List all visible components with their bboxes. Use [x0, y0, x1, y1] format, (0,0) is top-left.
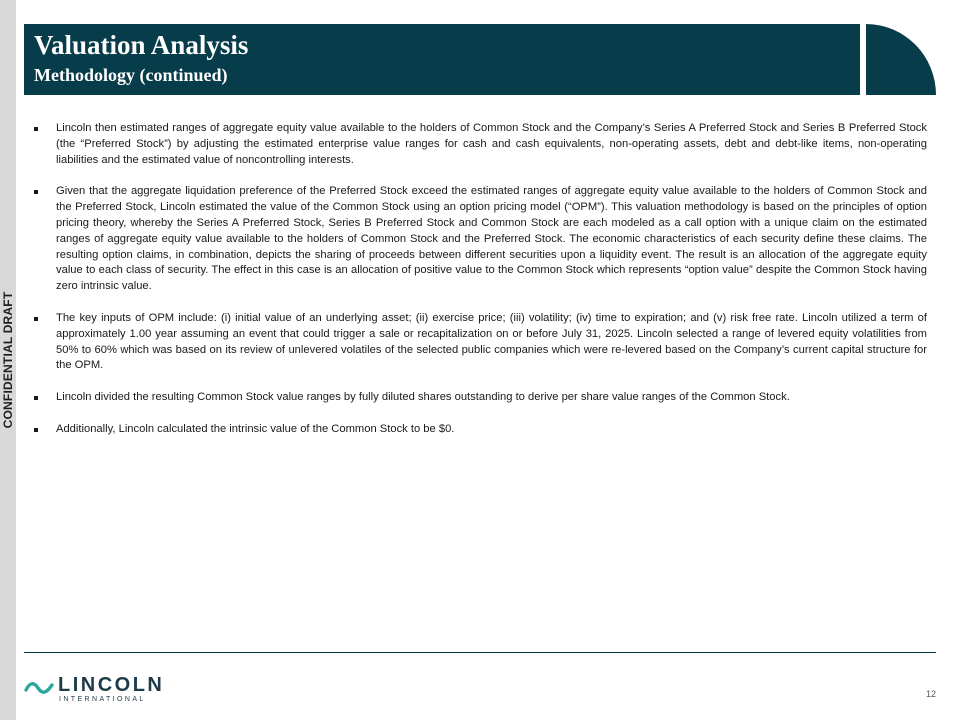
- bullet-item: [34, 184, 927, 295]
- lincoln-wave-icon: [24, 679, 54, 697]
- bullet-text: Additionally, Lincoln calculated the intrinsic value of the Common Stock to be $0.: [56, 422, 455, 435]
- bullet-text: The key inputs of OPM include: (i) initial value of an underlying asset; (ii) exercise price; (iii) volatility; (iv) time to expiration; and (v) risk free rate. Lincoln utilized a term of approximately 1.00 year assuming an event that could trigger a sale or recapitalization on or before July 31, 2025. Lincoln selected a range of levered equity volatilities from 50% to 60% which was based on its review of unlevered volatiles of the selected public companies which were re-levered based on the Company’s current capital structure for the OPM.: [56, 311, 927, 372]
- bullet-list: [34, 121, 927, 454]
- bullet-square-icon: [34, 190, 38, 194]
- page-title: Valuation Analysis: [34, 30, 249, 60]
- page-subtitle: Methodology (continued): [34, 65, 228, 85]
- bullet-text: Lincoln divided the resulting Common Stock value ranges by fully diluted shares outstanding to derive per share value ranges of the Common Stock.: [56, 391, 790, 404]
- footer-divider: [24, 652, 936, 653]
- bullet-square-icon: [34, 317, 38, 321]
- lincoln-logo: [24, 676, 174, 706]
- bullet-square-icon: [34, 428, 38, 432]
- bullet-item: [34, 390, 927, 406]
- bullet-text: Given that the aggregate liquidation preference of the Preferred Stock exceed the estimated ranges of aggregate equity value available to the holders of Common Stock and the Preferred Stock, Lincoln estimated the value of the Common Stock using an option pricing model (“OPM”). This valuation methodology is based on the principles of option pricing theory, whereby the Series A Preferred Stock, Series B Preferred Stock and Common Stock are each modeled as a call option with a unique claim on the estimated ranges of aggregate equity value available to the holders of Common Stock and the Preferred Stock. The economic characteristics of each security define these claims. The resulting option claims, in combination, depicts the sharing of proceeds between different securities upon a liquidity event. The result is an allocation of the aggregate equity value to each class of security. The effect in this case is an allocation of positive value to the Common Stock which represents “option value” despite the Common Stock having zero intrinsic value.: [56, 185, 927, 293]
- confidential-label: CONFIDENTIAL DRAFT: [1, 291, 15, 429]
- side-strip: [0, 0, 16, 720]
- logo-subtext: INTERNATIONAL: [59, 696, 146, 703]
- header-bar: [24, 24, 860, 95]
- bullet-square-icon: [34, 127, 38, 131]
- bullet-square-icon: [34, 396, 38, 400]
- page-number: 12: [925, 689, 936, 699]
- logo-wordmark: LINCOLN: [58, 674, 165, 696]
- bullet-item: [34, 311, 927, 374]
- bullet-item: [34, 121, 927, 168]
- bullet-text: Lincoln then estimated ranges of aggregate equity value available to the holders of Common Stock and the Company’s Series A Preferred Stock and Series B Preferred Stock (the “Preferred Stock”) by adjusting the estimated enterprise value ranges for cash and cash equivalents, non-operating assets, debt and debt-like items, non-operating liabilities and the estimated value of noncontrolling interests.: [56, 122, 927, 166]
- header-corner-decoration: [866, 24, 936, 95]
- bullet-item: [34, 422, 927, 438]
